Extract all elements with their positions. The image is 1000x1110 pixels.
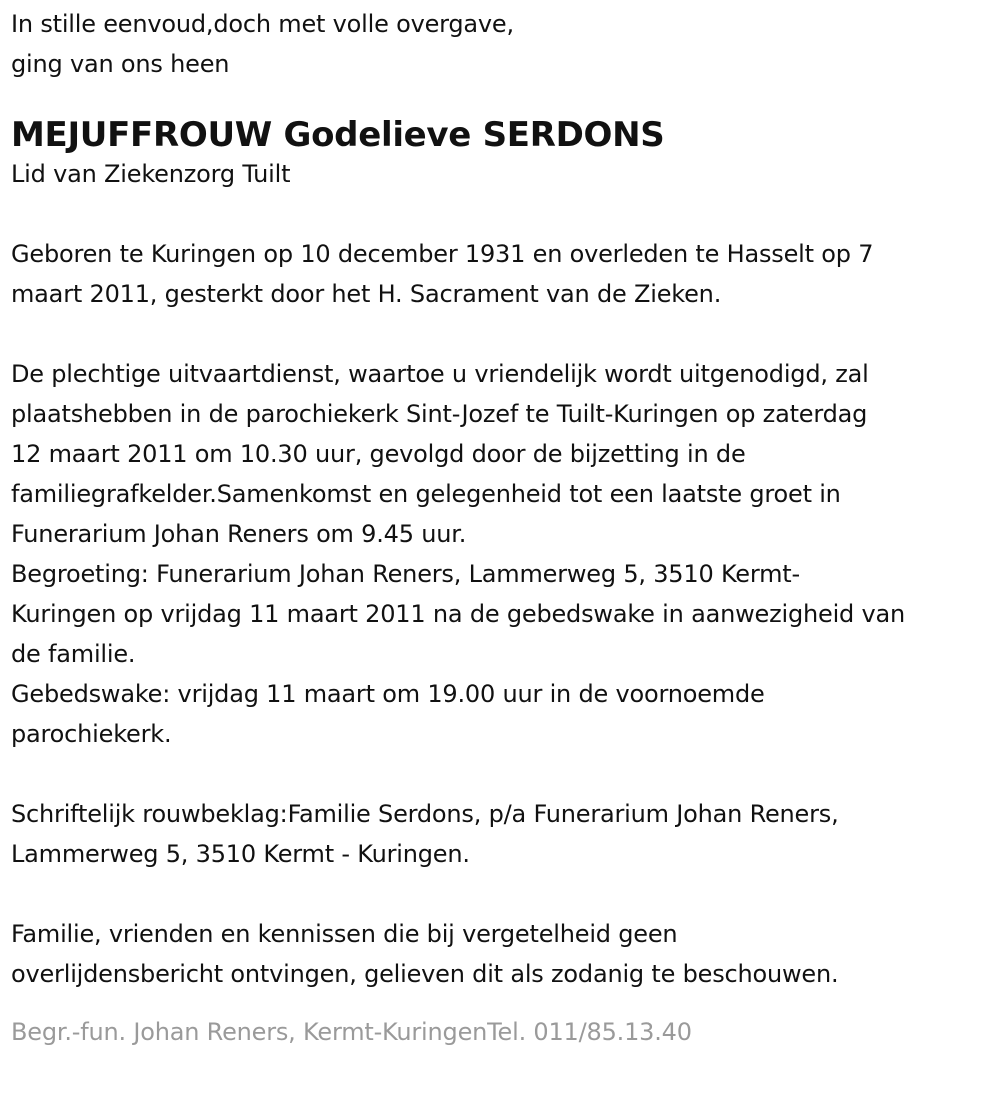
paragraph-line: Funerarium Johan Reners om 9.45 uur. — [11, 520, 467, 548]
paragraph-line: De plechtige uitvaartdienst, waartoe u vriendelijk wordt uitgenodigd, zal — [11, 360, 869, 388]
paragraph-line: maart 2011, gesterkt door het H. Sacrament van de Zieken. — [11, 280, 722, 308]
service-block — [11, 354, 996, 754]
deceased-name: MEJUFFROUW Godelieve SERDONS — [11, 115, 665, 155]
funeral-home-footer: Begr.-fun. Johan Reners, Kermt-KuringenTel. 011/85.13.40 — [11, 1018, 692, 1046]
intro-line: In stille eenvoud,doch met volle overgave, — [11, 10, 514, 38]
notice-block — [11, 914, 996, 994]
obituary-notice — [11, 4, 996, 1052]
paragraph-line: Geboren te Kuringen op 10 december 1931 en overleden te Hasselt op 7 — [11, 240, 874, 268]
intro-line: ging van ons heen — [11, 50, 230, 78]
paragraph-line: Familie, vrienden en kennissen die bij vergetelheid geen — [11, 920, 678, 948]
paragraph-line: Gebedswake: vrijdag 11 maart om 19.00 uur in de voornoemde — [11, 680, 765, 708]
paragraph-line: parochiekerk. — [11, 720, 172, 748]
paragraph-line: familiegrafkelder.Samenkomst en gelegenheid tot een laatste groet in — [11, 480, 841, 508]
paragraph-line: 12 maart 2011 om 10.30 uur, gevolgd door de bijzetting in de — [11, 440, 746, 468]
paragraph-line: Kuringen op vrijdag 11 maart 2011 na de gebedswake in aanwezigheid van — [11, 600, 906, 628]
paragraph-line: plaatshebben in de parochiekerk Sint-Jozef te Tuilt-Kuringen op zaterdag — [11, 400, 868, 428]
birth-death-block — [11, 234, 996, 314]
spacer — [11, 194, 996, 234]
intro-block — [11, 4, 996, 84]
spacer — [11, 754, 996, 794]
paragraph-line: Lammerweg 5, 3510 Kermt - Kuringen. — [11, 840, 470, 868]
paragraph-line: de familie. — [11, 640, 136, 668]
condolences-block — [11, 794, 996, 874]
paragraph-line: Begroeting: Funerarium Johan Reners, Lammerweg 5, 3510 Kermt- — [11, 560, 800, 588]
deceased-affiliation: Lid van Ziekenzorg Tuilt — [11, 160, 291, 188]
spacer — [11, 314, 996, 354]
paragraph-line: Schriftelijk rouwbeklag:Familie Serdons, p/a Funerarium Johan Reners, — [11, 800, 839, 828]
paragraph-line: overlijdensbericht ontvingen, gelieven dit als zodanig te beschouwen. — [11, 960, 839, 988]
spacer — [11, 874, 996, 914]
